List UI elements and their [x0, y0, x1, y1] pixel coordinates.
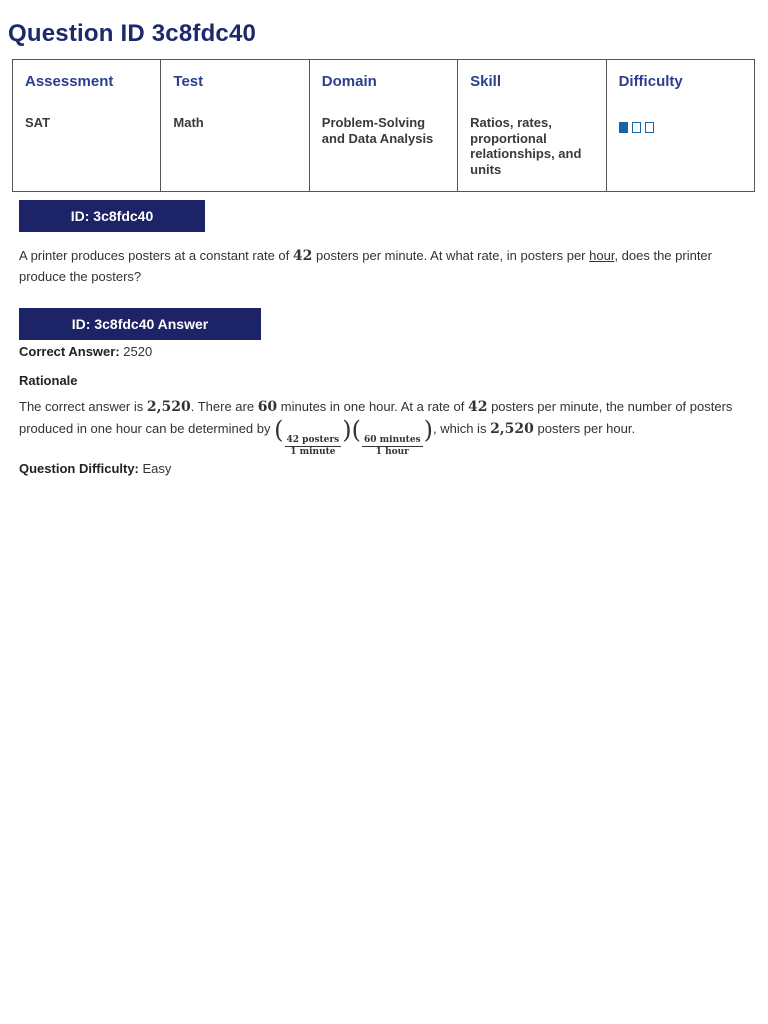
- question-text-part2: posters per minute. At what rate, in posters per: [312, 248, 590, 263]
- question-text-part1: A printer produces posters at a constant rate of: [19, 248, 293, 263]
- right-paren: ): [342, 416, 352, 444]
- assessment-value: SAT: [25, 115, 51, 130]
- question-rate-value: 42: [292, 248, 313, 264]
- correct-answer-label: Correct Answer:: [19, 344, 120, 359]
- domain-value: Problem-Solving and Data Analysis: [321, 115, 434, 146]
- rationale-heading: Rationale: [19, 373, 78, 388]
- answer-id-banner: ID: 3c8fdc40 Answer: [19, 308, 261, 340]
- question-emphasis-hour: hour: [589, 248, 615, 263]
- question-metadata-table: [12, 59, 755, 192]
- fraction-2-numerator: 60 minutes: [363, 435, 421, 445]
- test-value: Math: [173, 115, 204, 130]
- question-difficulty-line: [19, 461, 171, 476]
- right-paren: ): [423, 416, 433, 444]
- assessment-header: Assessment: [25, 73, 114, 90]
- rationale-t3: minutes in one hour. At a rate of: [277, 399, 468, 414]
- difficulty-box-empty: [632, 122, 641, 133]
- fraction-1-denominator: 1 minute: [290, 447, 336, 457]
- fraction-1-numerator: 42 posters: [286, 435, 340, 445]
- rationale-t1: The correct answer is: [19, 399, 147, 414]
- skill-cell: [458, 60, 606, 192]
- rationale-result-math: 2,520: [490, 421, 534, 437]
- fraction-posters-per-minute: [285, 435, 342, 458]
- difficulty-box-empty: [645, 122, 654, 133]
- rationale-rate-math: 42: [467, 399, 488, 415]
- difficulty-cell: [606, 60, 754, 192]
- rationale-answer-math: 2,520: [146, 399, 191, 415]
- page-title: Question ID 3c8fdc40: [8, 20, 257, 47]
- domain-header: Domain: [321, 73, 377, 90]
- rationale-t2: . There are: [190, 399, 258, 414]
- rationale-t5: , which is: [432, 421, 491, 436]
- rationale-t6: posters per hour.: [533, 421, 636, 436]
- question-text: [19, 246, 754, 286]
- test-header: Test: [173, 73, 204, 90]
- assessment-cell: [13, 60, 161, 192]
- fraction-2-denominator: 1 hour: [375, 447, 409, 457]
- test-cell: [161, 60, 309, 192]
- correct-answer-line: [19, 344, 152, 359]
- rationale-t4: posters per minute, the number of posters produced in one hour can be determined by: [19, 399, 733, 436]
- left-paren: (: [351, 416, 361, 444]
- rationale-minutes-math: 60: [257, 399, 278, 415]
- question-id-banner: ID: 3c8fdc40: [19, 200, 205, 232]
- question-text-part3: , does the printer produce the posters?: [19, 248, 712, 284]
- question-difficulty-value: Easy: [142, 461, 172, 476]
- rationale-text: [19, 396, 754, 458]
- correct-answer-value: 2520: [123, 344, 153, 359]
- left-paren: (: [274, 416, 284, 444]
- question-difficulty-label: Question Difficulty:: [19, 461, 139, 476]
- difficulty-box-filled: [619, 122, 628, 133]
- skill-header: Skill: [470, 73, 502, 90]
- domain-cell: [309, 60, 457, 192]
- difficulty-indicator: [619, 122, 742, 133]
- skill-value: Ratios, rates, proportional relationships, and units: [470, 115, 582, 177]
- fraction-minutes-per-hour: [362, 435, 423, 458]
- difficulty-header: Difficulty: [618, 73, 683, 90]
